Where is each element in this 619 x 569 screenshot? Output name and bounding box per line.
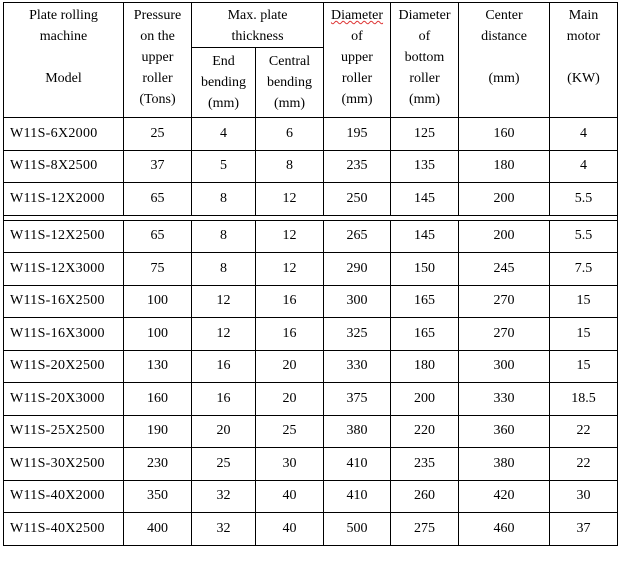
end-bending-cell: 5 — [192, 150, 256, 183]
main-motor-cell: 22 — [550, 415, 618, 448]
central-bending-cell: 40 — [256, 513, 324, 546]
center-distance-cell: 330 — [459, 383, 550, 416]
model-cell: W11S-20X2500 — [4, 350, 124, 383]
bottom-diameter-cell: 260 — [391, 480, 459, 513]
main-motor-cell: 5.5 — [550, 183, 618, 216]
model-cell: W11S-12X2000 — [4, 183, 124, 216]
central-bending-cell: 20 — [256, 383, 324, 416]
main-motor-cell: 37 — [550, 513, 618, 546]
center-distance-cell: 270 — [459, 285, 550, 318]
main-motor-cell: 7.5 — [550, 253, 618, 286]
model-cell: W11S-40X2000 — [4, 480, 124, 513]
upper-diameter-cell: 235 — [324, 150, 391, 183]
central-bending-cell: 30 — [256, 448, 324, 481]
model-cell: W11S-16X2500 — [4, 285, 124, 318]
bottom-diameter-cell: 125 — [391, 118, 459, 151]
end-bending-cell: 16 — [192, 383, 256, 416]
table-row — [4, 415, 618, 448]
center-distance-cell: 460 — [459, 513, 550, 546]
center-distance-cell: 245 — [459, 253, 550, 286]
central-bending-cell: 40 — [256, 480, 324, 513]
table-row — [4, 513, 618, 546]
model-cell: W11S-6X2000 — [4, 118, 124, 151]
main-motor-cell: 4 — [550, 150, 618, 183]
header-max-plate-thickness: Max. plate thickness — [192, 3, 324, 48]
end-bending-cell: 16 — [192, 350, 256, 383]
model-cell: W11S-8X2500 — [4, 150, 124, 183]
spec-table-container — [3, 2, 618, 546]
center-distance-cell: 200 — [459, 220, 550, 253]
upper-diameter-cell: 380 — [324, 415, 391, 448]
bottom-diameter-cell: 145 — [391, 183, 459, 216]
bottom-diameter-cell: 165 — [391, 285, 459, 318]
end-bending-cell: 12 — [192, 285, 256, 318]
pressure-cell: 160 — [124, 383, 192, 416]
main-motor-cell: 15 — [550, 285, 618, 318]
table-row — [4, 318, 618, 351]
model-cell: W11S-30X2500 — [4, 448, 124, 481]
pressure-cell: 37 — [124, 150, 192, 183]
upper-diameter-cell: 300 — [324, 285, 391, 318]
main-motor-cell: 15 — [550, 318, 618, 351]
upper-diameter-cell: 250 — [324, 183, 391, 216]
plate-rolling-spec-table — [3, 2, 618, 546]
center-distance-cell: 420 — [459, 480, 550, 513]
main-motor-cell: 15 — [550, 350, 618, 383]
table-row — [4, 285, 618, 318]
header-central-bending: Central bending (mm) — [256, 48, 324, 118]
central-bending-cell: 16 — [256, 318, 324, 351]
table-row — [4, 448, 618, 481]
pressure-cell: 190 — [124, 415, 192, 448]
center-distance-cell: 200 — [459, 183, 550, 216]
model-cell: W11S-20X3000 — [4, 383, 124, 416]
upper-diameter-cell: 265 — [324, 220, 391, 253]
pressure-cell: 230 — [124, 448, 192, 481]
center-distance-cell: 160 — [459, 118, 550, 151]
central-bending-cell: 12 — [256, 183, 324, 216]
model-cell: W11S-12X3000 — [4, 253, 124, 286]
end-bending-cell: 32 — [192, 480, 256, 513]
central-bending-cell: 12 — [256, 253, 324, 286]
center-distance-cell: 300 — [459, 350, 550, 383]
pressure-cell: 75 — [124, 253, 192, 286]
bottom-diameter-cell: 145 — [391, 220, 459, 253]
table-row — [4, 383, 618, 416]
upper-diameter-cell: 410 — [324, 448, 391, 481]
center-distance-cell: 180 — [459, 150, 550, 183]
end-bending-cell: 8 — [192, 220, 256, 253]
table-row — [4, 150, 618, 183]
central-bending-cell: 12 — [256, 220, 324, 253]
header-center-distance: Center distance (mm) — [459, 3, 550, 118]
center-distance-cell: 270 — [459, 318, 550, 351]
pressure-cell: 25 — [124, 118, 192, 151]
bottom-diameter-cell: 165 — [391, 318, 459, 351]
end-bending-cell: 32 — [192, 513, 256, 546]
upper-diameter-cell: 410 — [324, 480, 391, 513]
end-bending-cell: 12 — [192, 318, 256, 351]
header-end-bending: End bending (mm) — [192, 48, 256, 118]
upper-diameter-cell: 375 — [324, 383, 391, 416]
center-distance-cell: 380 — [459, 448, 550, 481]
main-motor-cell: 22 — [550, 448, 618, 481]
model-cell: W11S-25X2500 — [4, 415, 124, 448]
bottom-diameter-cell: 235 — [391, 448, 459, 481]
table-row — [4, 480, 618, 513]
end-bending-cell: 8 — [192, 183, 256, 216]
bottom-diameter-cell: 150 — [391, 253, 459, 286]
pressure-cell: 350 — [124, 480, 192, 513]
bottom-diameter-cell: 275 — [391, 513, 459, 546]
header-model: Plate rolling machine Model — [4, 3, 124, 118]
pressure-cell: 65 — [124, 220, 192, 253]
central-bending-cell: 20 — [256, 350, 324, 383]
bottom-diameter-cell: 220 — [391, 415, 459, 448]
upper-diameter-cell: 500 — [324, 513, 391, 546]
header-bottom-roller-diameter: Diameter of bottom roller (mm) — [391, 3, 459, 118]
bottom-diameter-cell: 180 — [391, 350, 459, 383]
header-upper-roller-diameter: Diameter of upper roller (mm) — [324, 3, 391, 118]
pressure-cell: 400 — [124, 513, 192, 546]
model-cell: W11S-12X2500 — [4, 220, 124, 253]
upper-diameter-cell: 325 — [324, 318, 391, 351]
table-row — [4, 350, 618, 383]
bottom-diameter-cell: 200 — [391, 383, 459, 416]
table-row — [4, 183, 618, 216]
end-bending-cell: 25 — [192, 448, 256, 481]
pressure-cell: 130 — [124, 350, 192, 383]
central-bending-cell: 8 — [256, 150, 324, 183]
model-cell: W11S-16X3000 — [4, 318, 124, 351]
pressure-cell: 100 — [124, 318, 192, 351]
main-motor-cell: 30 — [550, 480, 618, 513]
upper-diameter-cell: 290 — [324, 253, 391, 286]
center-distance-cell: 360 — [459, 415, 550, 448]
table-row — [4, 118, 618, 151]
pressure-cell: 65 — [124, 183, 192, 216]
header-main-motor: Main motor (KW) — [550, 3, 618, 118]
table-row — [4, 253, 618, 286]
model-cell: W11S-40X2500 — [4, 513, 124, 546]
upper-diameter-cell: 195 — [324, 118, 391, 151]
main-motor-cell: 5.5 — [550, 220, 618, 253]
central-bending-cell: 6 — [256, 118, 324, 151]
bottom-diameter-cell: 135 — [391, 150, 459, 183]
main-motor-cell: 18.5 — [550, 383, 618, 416]
main-motor-cell: 4 — [550, 118, 618, 151]
end-bending-cell: 8 — [192, 253, 256, 286]
central-bending-cell: 16 — [256, 285, 324, 318]
pressure-cell: 100 — [124, 285, 192, 318]
table-row — [4, 220, 618, 253]
central-bending-cell: 25 — [256, 415, 324, 448]
end-bending-cell: 20 — [192, 415, 256, 448]
upper-diameter-cell: 330 — [324, 350, 391, 383]
end-bending-cell: 4 — [192, 118, 256, 151]
header-pressure: Pressure on the upper roller (Tons) — [124, 3, 192, 118]
